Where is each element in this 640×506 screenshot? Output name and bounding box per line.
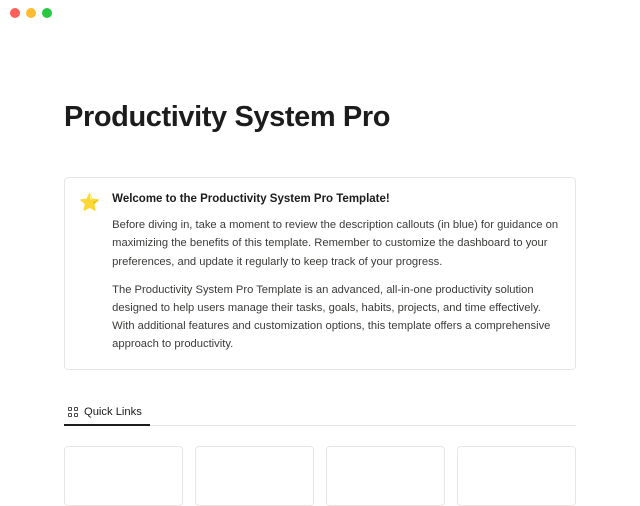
callout-paragraph-1: Before diving in, take a moment to review the description callouts (in blue) for guidance on maximizing the benefits of this template. Remember to customize the dashboard to your preferences, and update it regularly to keep track of your progress. [112, 219, 559, 268]
welcome-callout [64, 177, 576, 371]
quick-link-card[interactable] [457, 446, 576, 506]
callout-paragraph-2: The Productivity System Pro Template is an advanced, all-in-one productivity solution designed to help users manage their tasks, goals, habits, projects, and time effectively. With additional features and customization options, this template offers a comprehensive approach to productivity. [112, 283, 551, 351]
tab-quick-links-label: Quick Links [84, 406, 142, 419]
page-content [0, 26, 640, 506]
window-titlebar [0, 0, 640, 26]
quick-link-card[interactable] [64, 446, 183, 506]
quick-links-card-grid [64, 446, 576, 506]
quick-link-card[interactable] [326, 446, 445, 506]
quick-link-card[interactable] [195, 446, 314, 506]
section-tabs [64, 400, 576, 426]
grid-icon [68, 407, 78, 417]
close-window-button[interactable] [10, 8, 20, 18]
page-title: Productivity System Pro [64, 101, 391, 133]
maximize-window-button[interactable] [42, 8, 52, 18]
tab-quick-links[interactable] [64, 406, 150, 426]
star-icon: ⭐ [79, 192, 101, 212]
callout-heading: Welcome to the Productivity System Pro Template! [112, 192, 390, 205]
minimize-window-button[interactable] [26, 8, 36, 18]
callout-body [112, 192, 559, 354]
